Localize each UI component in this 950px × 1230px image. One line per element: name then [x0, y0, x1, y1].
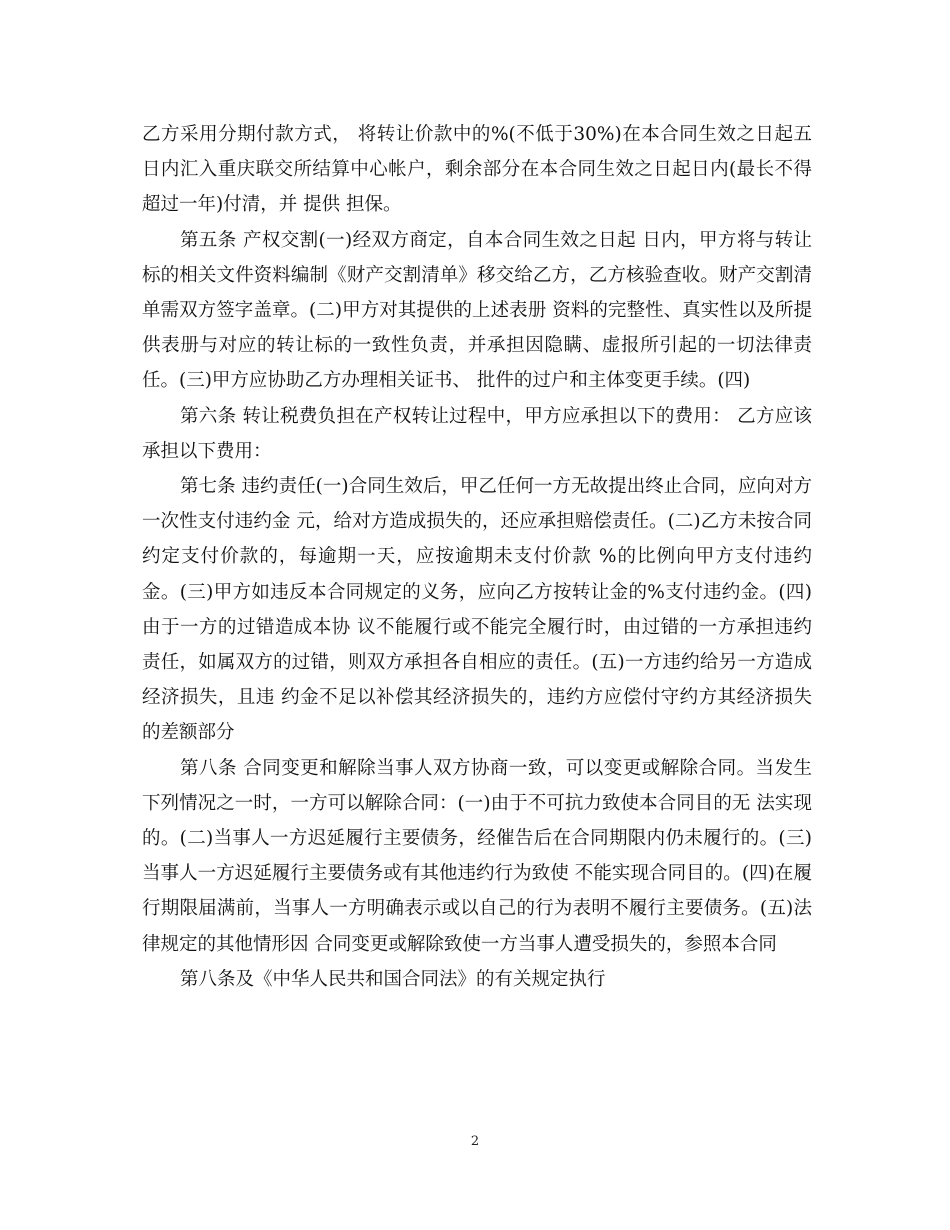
paragraph-article-8-change-termination: 第八条 合同变更和解除当事人双方协商一致，可以变更或解除合同。当发生下列情况之一时，一方可以解除合同：(一)由于不可抗力致使本合同目的无 法实现的。(二)当事人一方迟延履行主要债务，经催告后在合同期限内仍未履行的。(三)当事人一方迟延履行主要债务或有其他违约行为致使 不能实现合同目的。(四)在履行期限届满前，当事人一方明确表示或以自己的行为表明不履行主要债务。(五)法律规定的其他情形因 合同变更或解除致使一方当事人遭受损失的，参照本合同 [142, 757, 812, 955]
paragraph-article-8-reference: 第八条及《中华人民共和国合同法》的有关规定执行 [180, 968, 606, 990]
page-number: 2 [470, 1134, 480, 1149]
paragraph-article-7-breach-liability: 第七条 违约责任(一)合同生效后，甲乙任何一方无故提出终止合同，应向对方一次性支付违约金 元，给对方造成损失的，还应承担赔偿责任。(二)乙方未按合同约定支付价款的，每逾期一天，应按逾期未支付价款 %的比例向甲方支付违约金。(三)甲方如违反本合同规定的义务，应向乙方按转让金的%支付违约金。(四)由于一方的过错造成本协 议不能履行或不能完全履行时，由过错的一方承担违约责任，如属双方的过错，则双方承担各自相应的责任。(五)一方违约给另一方造成经济损失，且违 约金不足以补偿其经济损失的，违约方应偿付守约方其经济损失的差额部分 [142, 476, 812, 744]
paragraph-article-6-taxes-fees: 第六条 转让税费负担在产权转让过程中，甲方应承担以下的费用： 乙方应该承担以下费用： [142, 405, 812, 462]
paragraph-installment-payment: 乙方采用分期付款方式， 将转让价款中的%(不低于30%)在本合同生效之日起五日内汇入重庆联交所结算中心帐户，剩余部分在本合同生效之日起日内(最长不得超过一年)付清，并 提供 担保。 [142, 124, 812, 216]
paragraph-article-5-property-handover: 第五条 产权交割(一)经双方商定，自本合同生效之日起 日内，甲方将与转让标的相关文件资料编制《财产交割清单》移交给乙方，乙方核验查收。财产交割清单需双方签字盖章。(二)甲方对其提供的上述表册 资料的完整性、真实性以及所提供表册与对应的转让标的一致性负责，并承担因隐瞒、虚报所引起的一切法律责任。(三)甲方应协助乙方办理相关证书、 批件的过户和主体变更手续。(四) [142, 229, 812, 392]
document-body [142, 117, 812, 997]
